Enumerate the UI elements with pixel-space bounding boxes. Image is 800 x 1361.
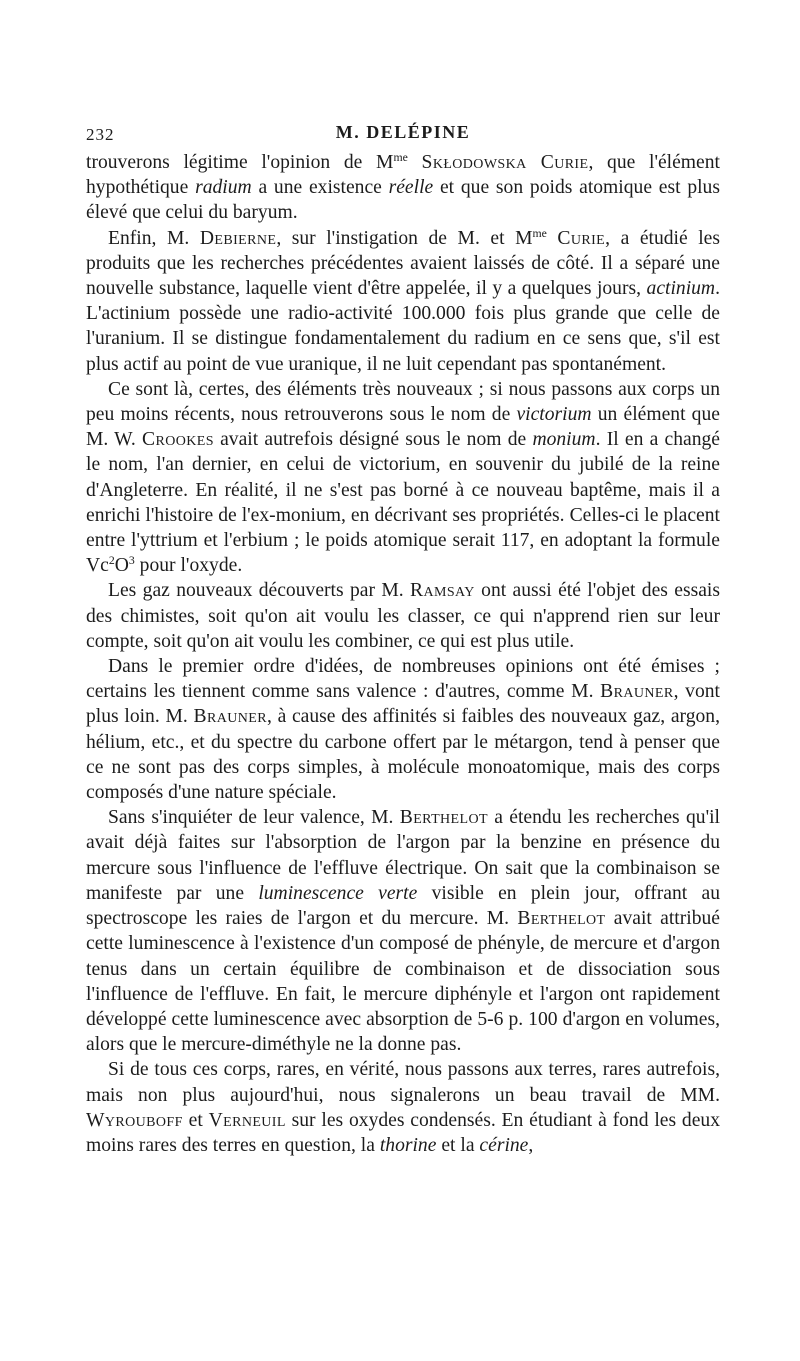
author-name: Verneuil <box>208 1109 286 1131</box>
text-run: . Il en a changé le nom, l'an dernier, en celui de victorium, en souvenir du jubilé de la reine d'Angleterre. En réalité, il ne s'est pas borné à ce nouveau baptême, mais il a enrichi l'histoire de l'ex-monium, en décrivant ses propriétés. Celles-ci le placent entre l'yttrium et l'erbium ; le poids atomique serait 117, en adoptant la formule Vc <box>86 429 720 577</box>
text-run: pour l'oxyde. <box>134 555 243 577</box>
text-run: a étendu les recherches qu'il avait déjà faites sur l'absorption de l'argon par la benzine en présence du mercure sous l'influence de l'effluve électrique. On sait que la combinaison se manifeste par une <box>86 807 720 904</box>
page-number: 232 <box>86 125 115 144</box>
text-run: Les gaz nouveaux découverts par M. <box>108 580 411 602</box>
italic-term: luminescence verte <box>258 882 418 904</box>
paragraph <box>86 150 720 226</box>
text-run: , <box>528 1134 534 1156</box>
paragraph <box>86 226 720 377</box>
text-run: Dans le premier ordre d'idées, de nombreuses opinions ont été émises ; certains les tiennent comme sans valence : d'autres, comme M. <box>86 656 720 703</box>
author-name: Curie <box>557 227 606 249</box>
paragraph <box>86 805 720 1057</box>
text-run: , a étudié les produits que les recherches précédentes avaient laissés de côté. Il a séparé une nouvelle substance, laquelle vient d'être appelée, il y a quelques jours, <box>86 227 721 300</box>
text-run: un élément que M. W. <box>86 404 720 451</box>
text-run: ont aussi été l'objet des essais des chimistes, soit qu'on ait voulu les classer, ce qui n'apprend rien sur leur compte, soit qu'on ait voulu les combiner, ce qui est plus utile. <box>86 580 720 652</box>
text-run: , vont plus loin. M. <box>86 681 720 728</box>
text-run: , à cause des affinités si faibles des nouveaux gaz, argon, hélium, etc., et du spectre du carbone offert par le métargon, tend à penser que ce ne sont pas des corps simples, à molécule monoatomique, mais des corps composés d'une nature spéciale. <box>86 706 721 804</box>
italic-term: victorium <box>516 404 592 426</box>
author-name: Debierne <box>199 227 277 249</box>
text-run: , que l'élément hypothétique <box>86 152 720 199</box>
italic-term: radium <box>195 177 252 199</box>
text-run: , sur l'instigation de M. et M <box>276 227 533 249</box>
italic-term: monium <box>532 429 596 451</box>
paragraph <box>86 377 720 579</box>
author-name: Brauner <box>193 706 267 728</box>
text-run: sur les oxydes condensés. En étudiant à fond les deux moins rares des terres en question, la <box>86 1109 720 1156</box>
text-run: et la <box>436 1134 480 1156</box>
body-text <box>86 150 720 1158</box>
superscript: me <box>393 150 408 164</box>
italic-term: cérine <box>479 1134 529 1156</box>
author-name: Berthelot <box>399 807 488 829</box>
text-run: Ce sont là, certes, des éléments très nouveaux ; si nous passons aux corps un peu moins récents, nous retrouverons sous le nom de <box>86 378 720 426</box>
italic-term: thorine <box>379 1134 437 1156</box>
italic-term: actinium <box>646 278 716 300</box>
text-run: avait autrefois désigné sous le nom de <box>213 429 533 451</box>
text-run: et <box>182 1109 209 1131</box>
running-head: M. DELÉPINE <box>335 122 471 142</box>
book-page <box>86 118 720 1158</box>
superscript: me <box>532 226 547 240</box>
author-name: Skłodowska Curie <box>421 152 589 173</box>
author-name: Brauner <box>600 681 674 703</box>
paragraph <box>86 654 720 805</box>
superscript: 3 <box>128 554 135 568</box>
text-run: a une existence <box>251 177 389 199</box>
text-run <box>547 228 558 249</box>
text-run: trouverons légitime l'opinion de M <box>86 152 394 173</box>
text-run: . L'actinium possède une radio-activité 100.000 fois plus grande que celle de l'uranium. Il se distingue fondamentalement du radium en ce sens que, s'il est plus actif au point de vue uranique, il ne luit cependant pas spontanément. <box>86 278 720 375</box>
text-run: avait attribué cette luminescence à l'existence d'un composé de phényle, de mercure et d'argon tenus dans un certain équilibre de combinaison et de dissociation sous l'influence de l'effluve. En fait, le mercure diphényle et l'argon ont rapidement développé cette luminescence avec absorption de 5-6 p. 100 d'argon en volumes, alors que le mercure-diméthyle ne la donne pas. <box>86 908 721 1056</box>
text-run: O <box>114 555 129 577</box>
paragraph <box>86 578 720 654</box>
author-name: Berthelot <box>517 908 606 930</box>
text-run <box>408 152 422 173</box>
superscript: 2 <box>108 554 115 568</box>
text-run: Sans s'inquiéter de leur valence, M. <box>108 807 400 829</box>
italic-term: réelle <box>388 177 434 199</box>
text-run: visible en plein jour, offrant au spectroscope les raies de l'argon et du mercure. M. <box>86 882 721 930</box>
author-name: Crookes <box>142 429 214 451</box>
text-run: et que son poids atomique est plus élevé que celui du baryum. <box>86 177 720 224</box>
paragraph <box>86 1057 720 1158</box>
text-run: Enfin, M. <box>108 227 200 249</box>
author-name: Wyrouboff <box>86 1109 183 1131</box>
text-run: Si de tous ces corps, rares, en vérité, nous passons aux terres, rares autrefois, mais non plus aujourd'hui, nous signalerons un beau travail de MM. <box>86 1059 720 1106</box>
page-header <box>86 118 720 148</box>
author-name: Ramsay <box>410 580 475 602</box>
